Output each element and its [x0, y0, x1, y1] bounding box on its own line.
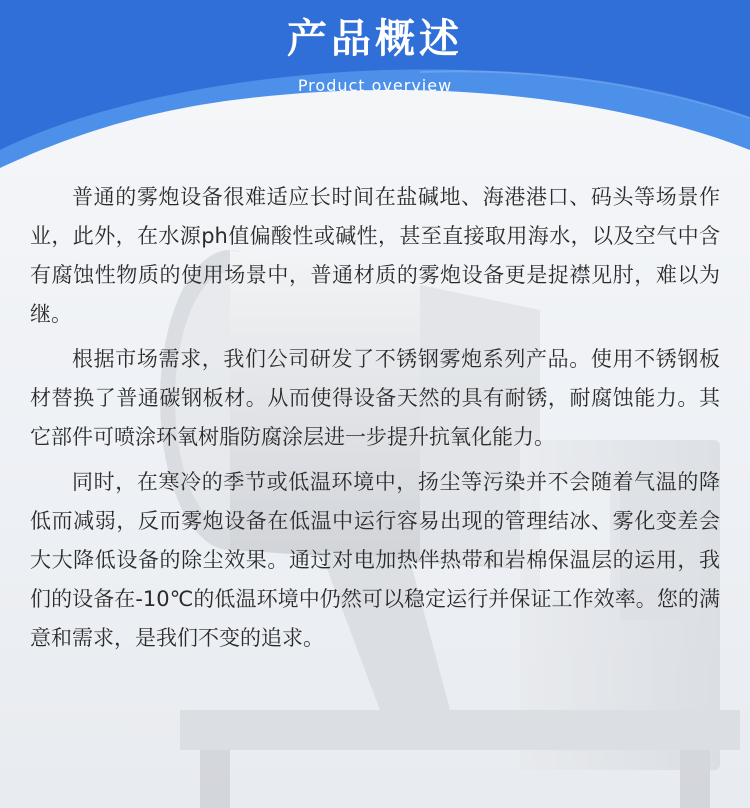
paragraph-3: 同时，在寒冷的季节或低温环境中，扬尘等污染并不会随着气温的降低而减弱，反而雾炮设备在低温中运行容易出现的管理结冰、雾化变差会大大降低设备的除尘效果。通过对电加热伴热带和岩棉保温层的运用，我们的设备在-10℃的低温环境中仍然可以稳定运行并保证工作效率。您的满意和需求，是我们不变的追求。	[30, 470, 720, 650]
paragraph-2: 根据市场需求，我们公司研发了不锈钢雾炮系列产品。使用不锈钢板材替换了普通碳钢板材。从而使得设备天然的具有耐锈，耐腐蚀能力。其它部件可喷涂环氧树脂防腐涂层进一步提升抗氧化能力。	[30, 347, 720, 449]
overview-content	[30, 178, 720, 664]
page-subtitle: Product overview	[297, 76, 453, 95]
paragraph-1: 普通的雾炮设备很难适应长时间在盐碱地、海港港口、码头等场景作业，此外，在水源ph值偏酸性或碱性，甚至直接取用海水，以及空气中含有腐蚀性物质的使用场景中，普通材质的雾炮设备更是捉襟见肘，难以为继。	[30, 185, 720, 326]
page-title: 产品概述	[287, 16, 463, 62]
